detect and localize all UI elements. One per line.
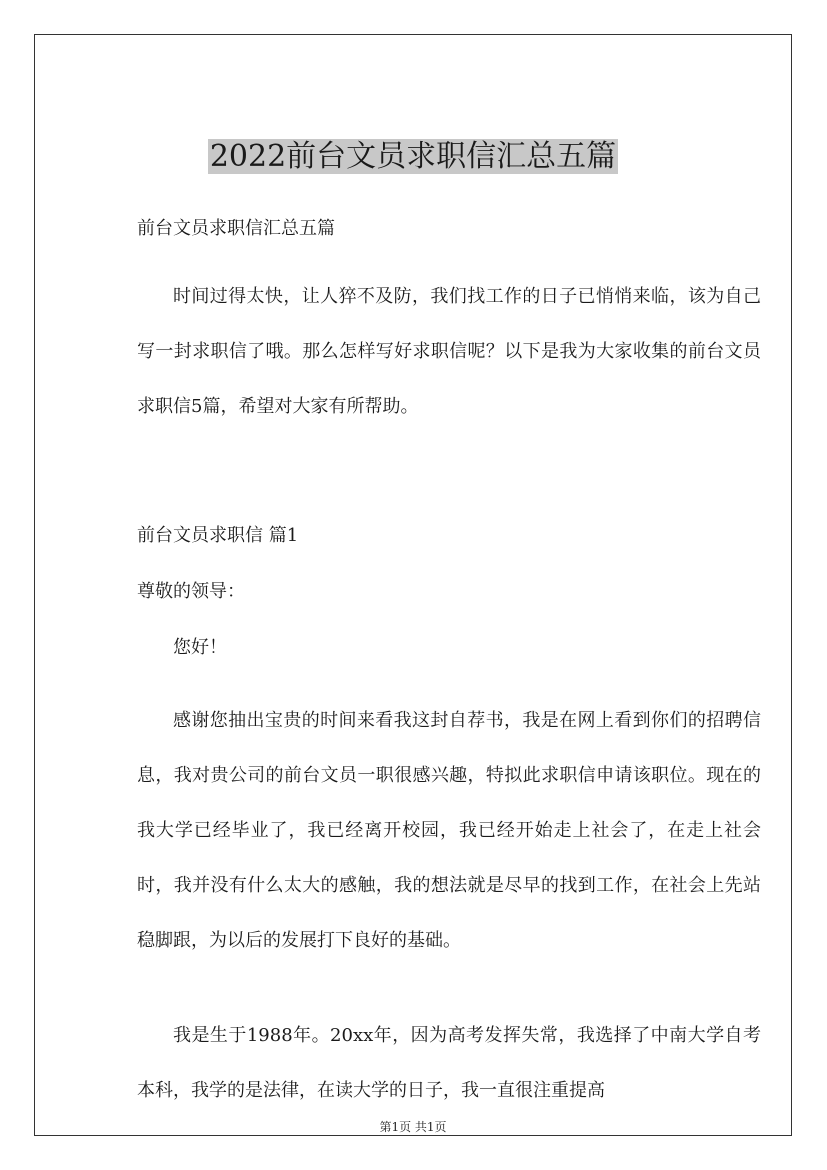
page-frame xyxy=(34,34,792,1136)
letter-salutation: 尊敬的领导： xyxy=(137,581,245,602)
letter-heading: 前台文员求职信 篇1 xyxy=(137,525,299,546)
letter-greeting: 您好！ xyxy=(173,637,227,658)
section-spacer xyxy=(137,452,761,508)
letter-paragraph-2: 我是生于1988年。20xx年，因为高考发挥失常，我选择了中南大学自考本科，我学的是法律，在读大学的日子，我一直很注重提高 xyxy=(137,1025,761,1101)
document-body xyxy=(137,207,761,1136)
document-title-text: 2022前台文员求职信汇总五篇 xyxy=(209,139,617,174)
letter-paragraph-1: 感谢您抽出宝贵的时间来看我这封自荐书，我是在网上看到你们的招聘信息，我对贵公司的前台文员一职很感兴趣，特拟此求职信申请该职位。现在的我大学已经毕业了，我已经离开校园，我已经开始走上社会了，在走上社会时，我并没有什么太大的感触，我的想法就是尽早的找到工作，在社会上先站稳脚跟，为以后的发展打下良好的基础。 xyxy=(137,710,761,951)
page-number-footer: 第1页 共1页 xyxy=(379,1120,447,1134)
document-subtitle: 前台文员求职信汇总五篇 xyxy=(137,218,335,239)
paragraph-gap xyxy=(137,986,761,990)
intro-paragraph: 时间过得太快，让人猝不及防，我们找工作的日子已悄悄来临，该为自己写一封求职信了哦。那么怎样写好求职信呢？以下是我为大家收集的前台文员求职信5篇，希望对大家有所帮助。 xyxy=(137,286,761,417)
document-title xyxy=(35,135,791,179)
